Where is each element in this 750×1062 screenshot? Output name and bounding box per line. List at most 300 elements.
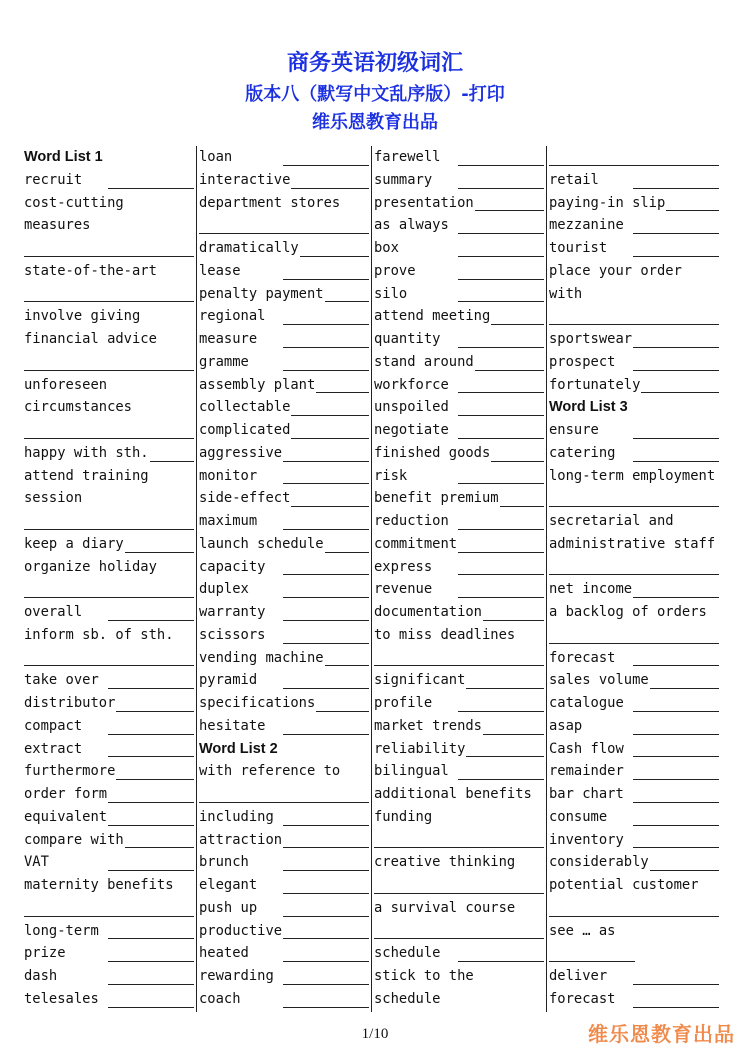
vocab-row xyxy=(549,533,719,556)
vocab-row xyxy=(199,328,369,351)
vocab-row xyxy=(199,260,369,283)
answer-blank-line xyxy=(466,688,544,689)
vocab-row xyxy=(24,260,194,283)
vocab-term: significant xyxy=(374,672,466,689)
vocab-term: box xyxy=(374,240,399,256)
vocab-row xyxy=(24,851,194,874)
answer-blank-line xyxy=(458,438,544,439)
answer-blank-row xyxy=(199,783,369,806)
vocab-term: scissors xyxy=(199,626,266,643)
vocab-term: measure xyxy=(199,331,258,347)
answer-blank-line xyxy=(633,597,719,598)
vocab-term: including xyxy=(199,808,274,825)
answer-blank-line xyxy=(108,802,194,803)
vocab-row xyxy=(549,988,719,1011)
vocab-term: maternity benefits xyxy=(24,877,174,893)
answer-blank-line xyxy=(666,210,719,211)
answer-blank-line xyxy=(24,597,194,598)
answer-blank-line xyxy=(633,779,719,780)
vocab-term: consume xyxy=(549,808,608,825)
vocab-row xyxy=(24,533,194,556)
answer-blank-line xyxy=(291,415,369,416)
answer-blank-row xyxy=(24,237,194,260)
vocab-term: attend training xyxy=(24,467,149,484)
answer-blank-line xyxy=(633,825,719,826)
vocab-row xyxy=(199,601,369,624)
answer-blank-row xyxy=(24,647,194,670)
answer-blank-line xyxy=(633,233,719,234)
vocab-term: duplex xyxy=(199,581,249,598)
answer-blank-line xyxy=(374,893,544,894)
answer-blank-line xyxy=(199,802,369,803)
vocab-term: paying-in slip xyxy=(549,194,666,211)
vocab-term: potential customer xyxy=(549,877,699,893)
vocab-row xyxy=(374,942,544,965)
vocab-row xyxy=(549,874,719,897)
vocab-term: extract xyxy=(24,740,83,757)
answer-blank-line xyxy=(633,461,719,462)
vocab-row xyxy=(549,738,719,761)
vocab-row xyxy=(374,965,544,988)
vocab-term: recruit xyxy=(24,171,83,188)
vocab-row xyxy=(199,942,369,965)
answer-blank-line xyxy=(108,734,194,735)
vocab-term: secretarial and xyxy=(549,513,674,529)
answer-blank-line xyxy=(283,938,369,939)
vocab-term: gramme xyxy=(199,353,249,370)
answer-blank-line xyxy=(283,688,369,689)
answer-blank-line xyxy=(633,256,719,257)
vocab-term: as always xyxy=(374,217,449,234)
answer-blank-line xyxy=(291,438,369,439)
vocab-row xyxy=(199,897,369,920)
vocab-row xyxy=(374,305,544,328)
answer-blank-line xyxy=(491,461,544,462)
vocab-term: workforce xyxy=(374,376,449,393)
answer-blank-line xyxy=(108,938,194,939)
vocab-term: productive xyxy=(199,922,283,939)
vocab-row xyxy=(374,351,544,374)
answer-blank-line xyxy=(633,370,719,371)
vocab-term: state-of-the-art xyxy=(24,262,157,279)
answer-blank-line xyxy=(108,620,194,621)
vocab-row xyxy=(374,669,544,692)
vocab-term: happy with sth. xyxy=(24,444,149,461)
word-list-title: Word List 1 xyxy=(24,149,103,165)
answer-blank-line xyxy=(458,188,544,189)
vocab-row xyxy=(199,351,369,374)
vocab-term: push up xyxy=(199,899,258,916)
vocab-term: profile xyxy=(374,695,433,711)
answer-blank-line xyxy=(458,256,544,257)
vocab-row xyxy=(549,237,719,260)
vocab-term: prize xyxy=(24,945,66,962)
vocab-row xyxy=(374,283,544,306)
vocab-term: pyramid xyxy=(199,672,258,689)
answer-blank-line xyxy=(24,529,194,530)
vocab-row xyxy=(199,829,369,852)
vocab-term: rewarding xyxy=(199,968,274,984)
vocab-row xyxy=(24,965,194,988)
vocab-term: complicated xyxy=(199,422,291,438)
answer-blank-line xyxy=(108,756,194,757)
vocab-row xyxy=(24,988,194,1011)
vocab-term: net income xyxy=(549,581,633,598)
vocabulary-table xyxy=(22,146,720,1012)
vocab-term: deliver xyxy=(549,968,608,984)
vocab-term: catalogue xyxy=(549,695,624,711)
vocab-row xyxy=(374,692,544,715)
vocab-term: a backlog of orders xyxy=(549,604,707,620)
vocab-row xyxy=(374,169,544,192)
vocab-term: warranty xyxy=(199,604,266,620)
answer-blank-line xyxy=(458,711,544,712)
vocab-row xyxy=(549,920,719,943)
vocab-term: inform sb. of sth. xyxy=(24,626,174,643)
vocab-row xyxy=(199,419,369,442)
vocab-term: telesales xyxy=(24,990,99,1007)
vocab-row xyxy=(199,874,369,897)
answer-blank-line xyxy=(549,324,719,325)
answer-blank-line xyxy=(549,165,719,166)
answer-blank-line xyxy=(633,847,719,848)
answer-blank-line xyxy=(458,347,544,348)
vocab-row xyxy=(24,465,194,488)
vocab-row xyxy=(24,760,194,783)
vocab-term: overall xyxy=(24,604,83,620)
vocab-term: express xyxy=(374,558,433,575)
answer-blank-line xyxy=(458,415,544,416)
answer-blank-line xyxy=(108,961,194,962)
answer-blank-line xyxy=(483,620,544,621)
vocab-row xyxy=(199,806,369,829)
vocab-row xyxy=(24,806,194,829)
vocab-term: market trends xyxy=(374,717,482,734)
vocab-row xyxy=(199,169,369,192)
page-number: 1/10 xyxy=(361,1026,389,1042)
vocab-term: maximum xyxy=(199,513,258,529)
answer-blank-line xyxy=(24,370,194,371)
vocab-term: launch schedule xyxy=(199,535,324,552)
answer-blank-line xyxy=(300,256,369,257)
vocab-term: risk xyxy=(374,467,408,484)
vocab-term: long-term employment xyxy=(549,467,716,484)
answer-blank-line xyxy=(466,756,544,757)
answer-blank-row xyxy=(374,829,544,852)
vocab-row xyxy=(199,374,369,397)
answer-blank-line xyxy=(500,506,544,507)
answer-blank-row xyxy=(374,874,544,897)
vocab-term: reduction xyxy=(374,513,449,529)
answer-blank-line xyxy=(108,870,194,871)
vocab-term: asap xyxy=(549,717,583,734)
vocab-term: stick to the xyxy=(374,968,474,984)
answer-blank-line xyxy=(283,825,369,826)
word-column-2 xyxy=(199,146,369,1012)
answer-blank-line xyxy=(283,916,369,917)
answer-blank-line xyxy=(108,1007,194,1008)
answer-blank-line xyxy=(283,529,369,530)
vocab-row xyxy=(374,465,544,488)
vocab-term: summary xyxy=(374,171,433,188)
answer-blank-line xyxy=(633,438,719,439)
vocab-row xyxy=(24,374,194,397)
vocab-row xyxy=(374,988,544,1011)
word-column-1 xyxy=(24,146,194,1012)
answer-blank-line xyxy=(24,916,194,917)
vocab-term: attend meeting xyxy=(374,308,491,325)
answer-blank-line xyxy=(633,984,719,985)
answer-blank-line xyxy=(549,916,719,917)
answer-blank-line xyxy=(108,688,194,689)
vocab-term: creative thinking xyxy=(374,854,516,871)
vocab-row xyxy=(374,192,544,215)
vocab-term: specifications xyxy=(199,695,316,711)
answer-blank-row xyxy=(24,351,194,374)
vocab-row xyxy=(24,920,194,943)
vocab-term: a survival course xyxy=(374,899,516,916)
answer-blank-line xyxy=(283,961,369,962)
vocab-term: considerably xyxy=(549,854,649,871)
answer-blank-line xyxy=(458,779,544,780)
vocab-row xyxy=(549,374,719,397)
vocab-term: catering xyxy=(549,444,616,461)
vocab-row xyxy=(374,760,544,783)
answer-blank-line xyxy=(24,256,194,257)
answer-blank-line xyxy=(475,210,544,211)
vocab-term: aggressive xyxy=(199,444,283,461)
answer-blank-line xyxy=(650,870,719,871)
answer-blank-row xyxy=(199,214,369,237)
vocab-term: order form xyxy=(24,786,108,802)
vocab-row xyxy=(199,920,369,943)
answer-blank-row xyxy=(24,897,194,920)
answer-blank-line xyxy=(108,984,194,985)
answer-blank-line xyxy=(283,734,369,735)
vocab-row xyxy=(549,601,719,624)
answer-blank-line xyxy=(125,847,194,848)
vocab-row xyxy=(199,442,369,465)
vocab-row xyxy=(24,874,194,897)
vocab-row xyxy=(24,442,194,465)
answer-blank-row xyxy=(24,419,194,442)
vocab-term: prove xyxy=(374,262,416,279)
vocab-term: regional xyxy=(199,308,266,325)
vocab-row xyxy=(374,328,544,351)
vocab-row xyxy=(374,510,544,533)
vocab-row xyxy=(374,715,544,738)
answer-blank-line xyxy=(24,301,194,302)
answer-blank-line xyxy=(150,461,194,462)
answer-blank-line xyxy=(458,597,544,598)
answer-blank-line xyxy=(458,233,544,234)
vocab-term: involve giving xyxy=(24,308,141,325)
answer-blank-line xyxy=(641,392,719,393)
vocab-row xyxy=(549,465,719,488)
vocab-row xyxy=(24,624,194,647)
answer-blank-line xyxy=(549,643,719,644)
vocab-row xyxy=(374,851,544,874)
vocab-row xyxy=(199,146,369,169)
answer-blank-line xyxy=(633,347,719,348)
vocab-term: monitor xyxy=(199,467,258,484)
answer-blank-row xyxy=(24,578,194,601)
vocab-term: mezzanine xyxy=(549,217,624,234)
answer-blank-line xyxy=(283,597,369,598)
answer-blank-line xyxy=(458,165,544,166)
answer-blank-line xyxy=(108,188,194,189)
vocab-row xyxy=(24,715,194,738)
answer-blank-row xyxy=(549,897,719,920)
vocab-row xyxy=(24,214,194,237)
vocab-term: unspoiled xyxy=(374,399,449,416)
answer-blank-line xyxy=(633,734,719,735)
answer-blank-line xyxy=(283,984,369,985)
word-list-heading xyxy=(549,396,719,419)
vocab-row xyxy=(24,601,194,624)
answer-blank-line xyxy=(283,643,369,644)
answer-blank-line xyxy=(125,552,194,553)
vocab-row xyxy=(24,942,194,965)
vocab-term: negotiate xyxy=(374,422,449,438)
vocab-term: heated xyxy=(199,945,249,962)
answer-blank-line xyxy=(483,734,544,735)
vocab-term: sales volume xyxy=(549,672,649,689)
vocab-row xyxy=(199,237,369,260)
vocab-row xyxy=(374,487,544,510)
vocab-row xyxy=(549,942,719,965)
word-list-title: Word List 3 xyxy=(549,399,628,416)
answer-blank-line xyxy=(316,392,369,393)
watermark-logo: 维乐恩教育出品 xyxy=(588,1022,735,1046)
vocab-row xyxy=(24,692,194,715)
vocab-term: unforeseen xyxy=(24,376,108,393)
word-column-4 xyxy=(549,146,719,1012)
answer-blank-line xyxy=(633,756,719,757)
vocab-term: compact xyxy=(24,717,83,734)
vocab-row xyxy=(199,556,369,579)
vocab-row xyxy=(199,487,369,510)
vocab-term: capacity xyxy=(199,558,266,575)
vocab-term: dramatically xyxy=(199,240,299,256)
vocab-term: quantity xyxy=(374,331,441,347)
vocab-term: see … as xyxy=(549,922,616,939)
vocab-row xyxy=(24,169,194,192)
answer-blank-line xyxy=(325,665,369,666)
answer-blank-line xyxy=(116,779,194,780)
answer-blank-line xyxy=(374,665,544,666)
vocab-row xyxy=(374,214,544,237)
vocab-row xyxy=(374,146,544,169)
vocab-row xyxy=(549,510,719,533)
vocab-term: tourist xyxy=(549,240,608,256)
vocab-row xyxy=(199,305,369,328)
vocab-row xyxy=(24,738,194,761)
vocab-term: presentation xyxy=(374,194,474,211)
answer-blank-line xyxy=(283,483,369,484)
vocab-row xyxy=(549,283,719,306)
vocab-term: additional benefits xyxy=(374,786,532,802)
vocab-term: elegant xyxy=(199,877,258,893)
vocab-row xyxy=(549,806,719,829)
answer-blank-row xyxy=(374,920,544,943)
answer-blank-line xyxy=(549,506,719,507)
vocab-term: furthermore xyxy=(24,763,116,780)
answer-blank-line xyxy=(24,438,194,439)
answer-blank-line xyxy=(283,893,369,894)
answer-blank-line xyxy=(458,392,544,393)
answer-blank-line xyxy=(199,233,369,234)
vocab-row xyxy=(549,829,719,852)
vocab-term: equivalent xyxy=(24,808,108,825)
vocab-row xyxy=(24,829,194,852)
answer-blank-line xyxy=(283,347,369,348)
vocab-term: commitment xyxy=(374,535,458,552)
word-list-heading xyxy=(199,738,369,761)
vocab-term: place your order xyxy=(549,262,682,279)
vocab-term: lease xyxy=(199,262,241,279)
vocab-term: loan xyxy=(199,149,233,165)
vocab-row xyxy=(374,783,544,806)
answer-blank-line xyxy=(291,506,369,507)
answer-blank-line xyxy=(283,279,369,280)
answer-blank-line xyxy=(283,461,369,462)
vocab-row xyxy=(199,669,369,692)
vocab-row xyxy=(374,260,544,283)
vocab-row xyxy=(549,647,719,670)
vocab-term: remainder xyxy=(549,763,624,780)
vocab-row xyxy=(549,760,719,783)
answer-blank-line xyxy=(458,574,544,575)
vocab-row xyxy=(374,374,544,397)
vocab-row xyxy=(549,965,719,988)
answer-blank-line xyxy=(374,847,544,848)
answer-blank-line xyxy=(475,370,544,371)
answer-blank-line xyxy=(491,324,544,325)
answer-blank-row xyxy=(549,146,719,169)
vocab-row xyxy=(374,419,544,442)
answer-blank-line xyxy=(108,825,194,826)
answer-blank-line xyxy=(633,665,719,666)
vocab-term: take over xyxy=(24,672,99,689)
vocab-term: benefit premium xyxy=(374,490,499,507)
vocab-row xyxy=(549,692,719,715)
vocab-row xyxy=(374,897,544,920)
answer-blank-row xyxy=(549,305,719,328)
answer-blank-line xyxy=(283,620,369,621)
answer-blank-line xyxy=(283,370,369,371)
vocab-term: VAT xyxy=(24,854,49,871)
vocab-row xyxy=(24,396,194,419)
vocab-term: with xyxy=(549,285,583,302)
vocab-term: sportswear xyxy=(549,331,633,347)
answer-blank-line xyxy=(316,711,369,712)
answer-blank-line xyxy=(283,574,369,575)
answer-blank-line xyxy=(325,552,369,553)
vocab-row xyxy=(199,624,369,647)
vocab-term: keep a diary xyxy=(24,535,124,552)
vocab-term: prospect xyxy=(549,353,616,370)
document-title: 商务英语初级词汇 xyxy=(286,51,463,76)
word-list-title: Word List 2 xyxy=(199,740,278,757)
vocab-row xyxy=(549,669,719,692)
answer-blank-row xyxy=(549,556,719,579)
vocab-row xyxy=(199,715,369,738)
answer-blank-row xyxy=(549,624,719,647)
vocab-row xyxy=(549,419,719,442)
word-list-heading xyxy=(24,146,194,169)
vocab-row xyxy=(374,533,544,556)
